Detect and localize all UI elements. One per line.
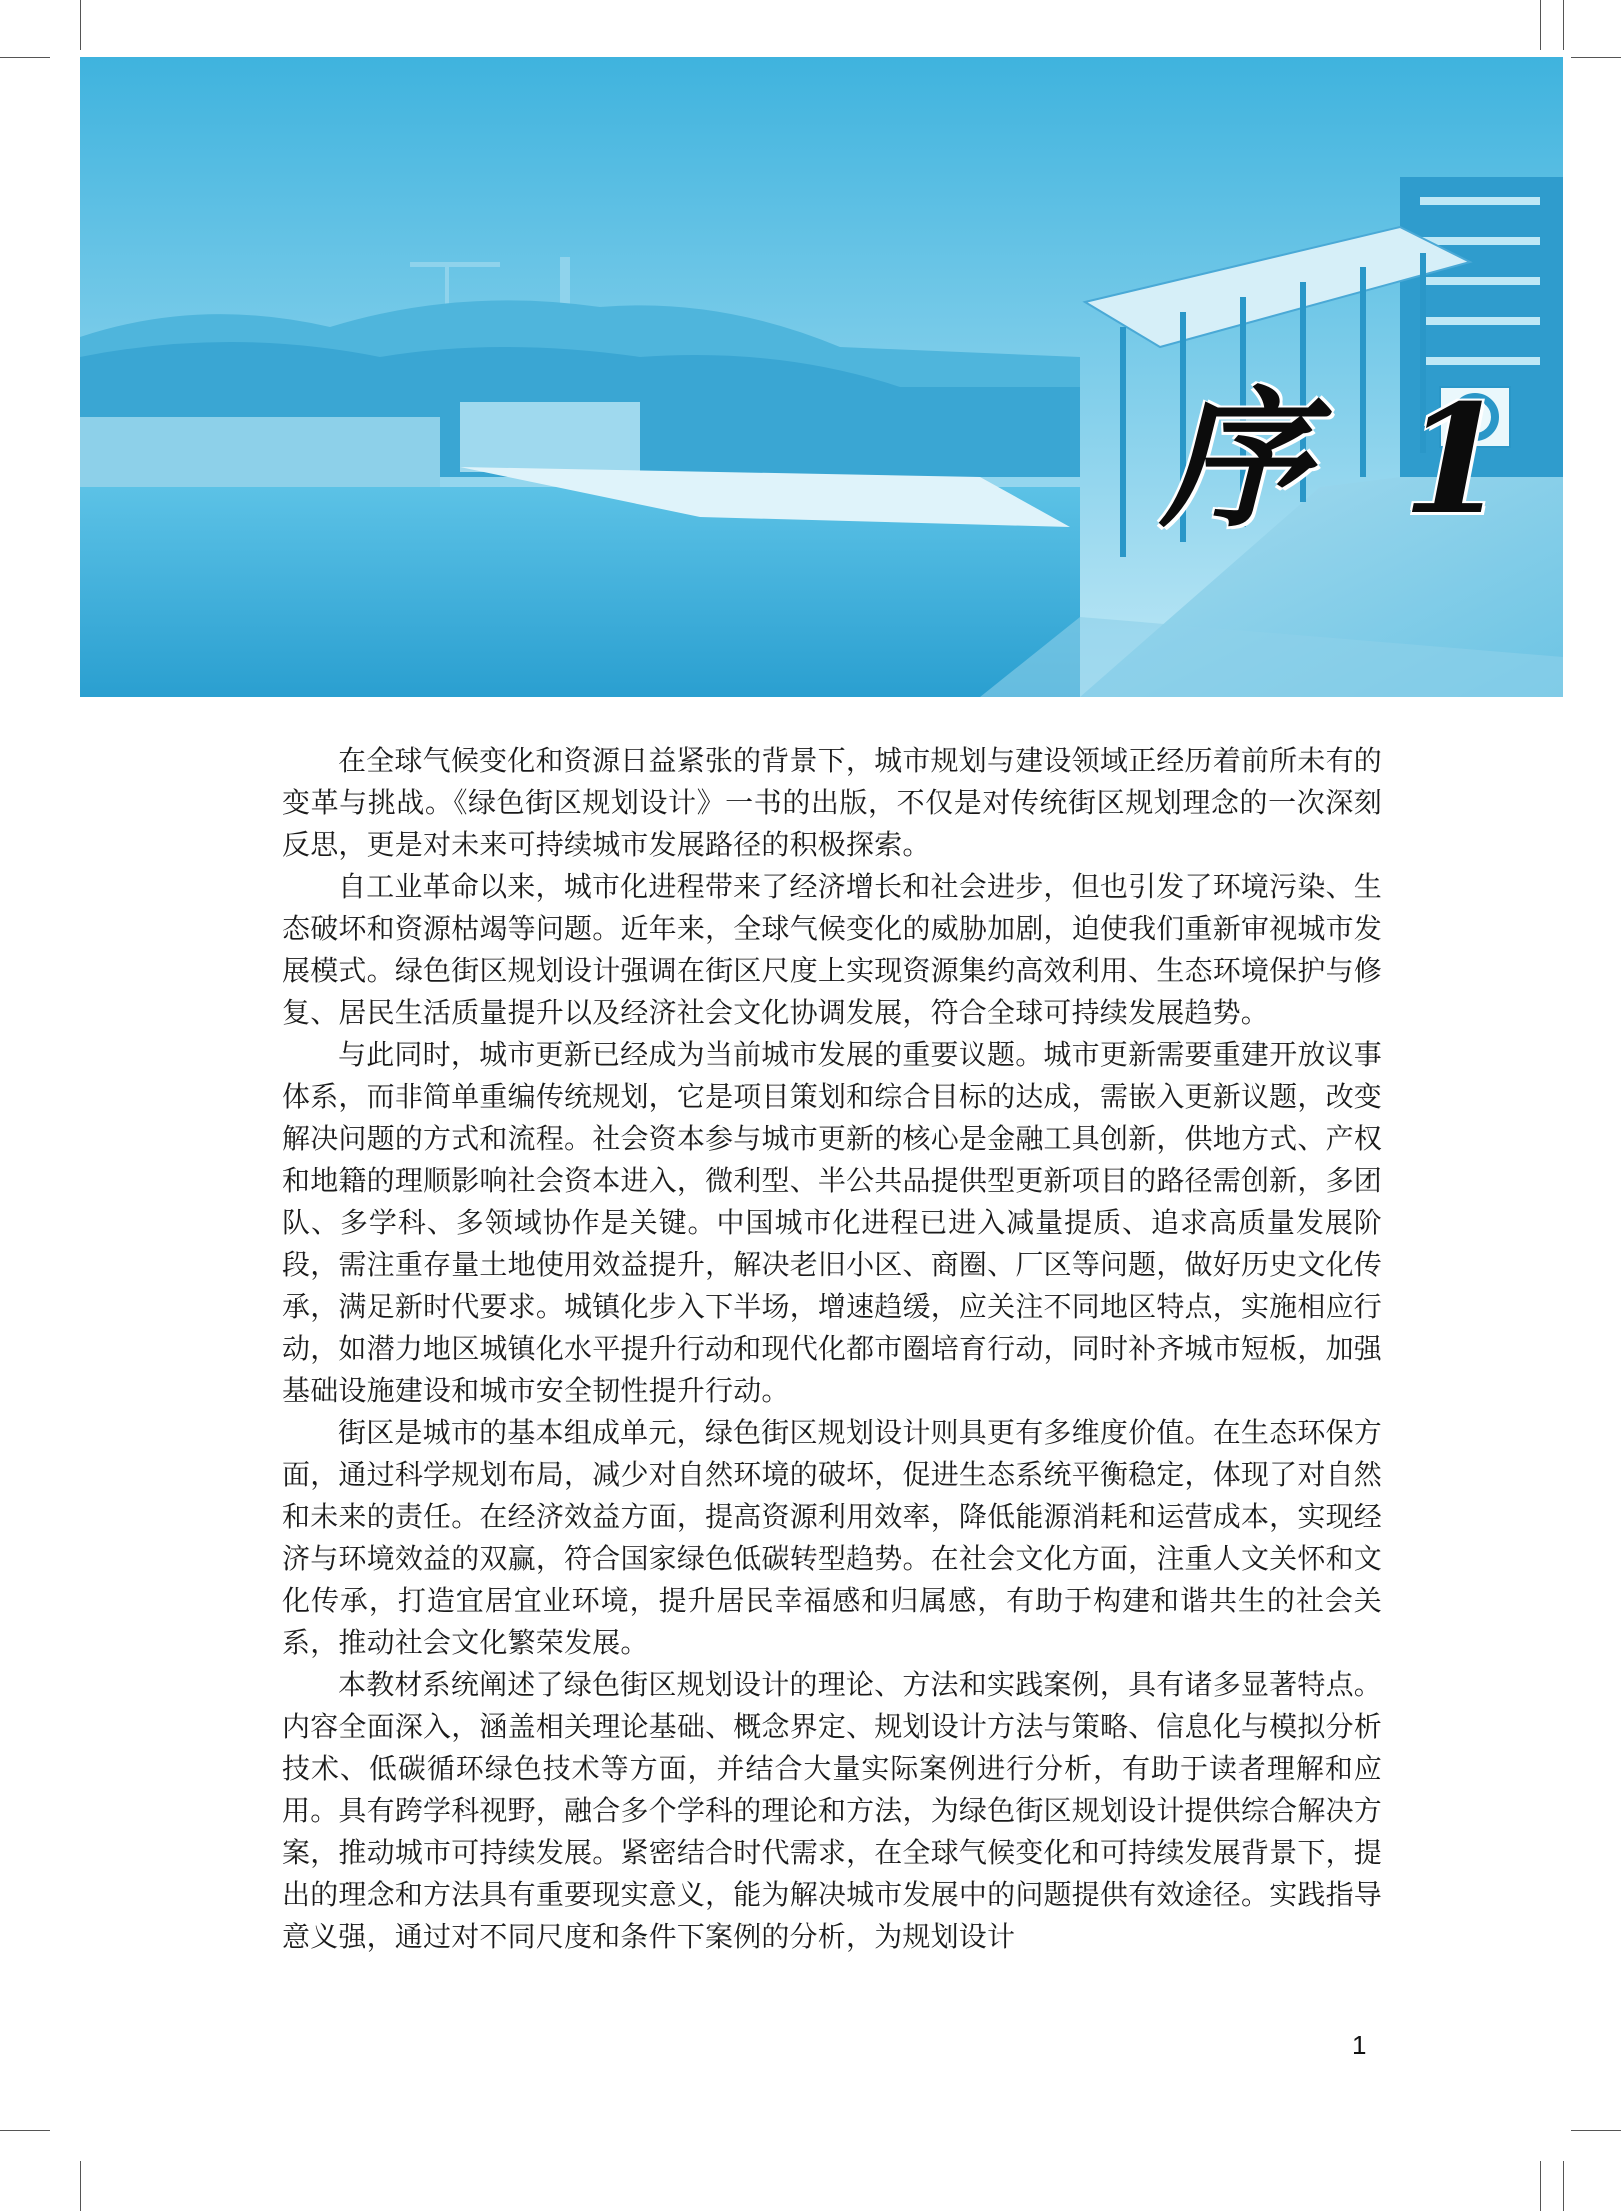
crop-mark <box>0 2130 50 2131</box>
crop-mark <box>1571 57 1621 58</box>
crop-mark <box>1571 2130 1621 2131</box>
crop-mark <box>1540 0 1541 50</box>
paragraph: 本教材系统阐述了绿色街区规划设计的理论、方法和实践案例，具有诸多显著特点。内容全面深入，涵盖相关理论基础、概念界定、规划设计方法与策略、信息化与模拟分析技术、低碳循环绿色技术等方面，并结合大量实际案例进行分析，有助于读者理解和应用。具有跨学科视野，融合多个学科的理论和方法，为绿色街区规划设计提供综合解决方案，推动城市可持续发展。紧密结合时代需求，在全球气候变化和可持续发展背景下，提出的理念和方法具有重要现实意义，能为解决城市发展中的问题提供有效途径。实践指导意义强，通过对不同尺度和条件下案例的分析，为规划设计 <box>282 1668 1382 1953</box>
paragraph: 在全球气候变化和资源日益紧张的背景下，城市规划与建设领域正经历着前所未有的变革与挑战。《绿色街区规划设计》一书的出版，不仅是对传统街区规划理念的一次深刻反思，更是对未来可持续城市发展路径的积极探索。 <box>282 744 1382 861</box>
paragraph: 与此同时，城市更新已经成为当前城市发展的重要议题。城市更新需要重建开放议事体系，而非简单重编传统规划，它是项目策划和综合目标的达成，需嵌入更新议题，改变解决问题的方式和流程。社会资本参与城市更新的核心是金融工具创新，供地方式、产权和地籍的理顺影响社会资本进入，微利型、半公共品提供型更新项目的路径需创新，多团队、多学科、多领域协作是关键。中国城市化进程已进入减量提质、追求高质量发展阶段，需注重存量土地使用效益提升，解决老旧小区、商圈、厂区等问题，做好历史文化传承，满足新时代要求。城镇化步入下半场，增速趋缓，应关注不同地区特点，实施相应行动，如潜力地区城镇化水平提升行动和现代化都市圈培育行动，同时补齐城市短板，加强基础设施建设和城市安全韧性提升行动。 <box>282 1038 1382 1407</box>
crop-mark <box>80 0 81 50</box>
paragraph: 自工业革命以来，城市化进程带来了经济增长和社会进步，但也引发了环境污染、生态破坏和资源枯竭等问题。近年来，全球气候变化的威胁加剧，迫使我们重新审视城市发展模式。绿色街区规划设计强调在街区尺度上实现资源集约高效利用、生态环境保护与修复、居民生活质量提升以及经济社会文化协调发展，符合全球可持续发展趋势。 <box>282 870 1382 1029</box>
preface-body <box>282 740 1382 1958</box>
chapter-title: 序 1 <box>1160 372 1527 548</box>
crop-mark <box>1540 2161 1541 2211</box>
crop-mark <box>0 57 50 58</box>
crop-mark <box>1563 2161 1564 2211</box>
crop-mark <box>80 2161 81 2211</box>
paragraph: 街区是城市的基本组成单元，绿色街区规划设计则具更有多维度价值。在生态环保方面，通过科学规划布局，减少对自然环境的破坏，促进生态系统平衡稳定，体现了对自然和未来的责任。在经济效益方面，提高资源利用效率，降低能源消耗和运营成本，实现经济与环境效益的双赢，符合国家绿色低碳转型趋势。在社会文化方面，注重人文关怀和文化传承，打造宜居宜业环境，提升居民幸福感和归属感，有助于构建和谐共生的社会关系，推动社会文化繁荣发展。 <box>282 1416 1382 1659</box>
crop-mark <box>1563 0 1564 50</box>
page-number: 1 <box>1352 2030 1367 2060</box>
